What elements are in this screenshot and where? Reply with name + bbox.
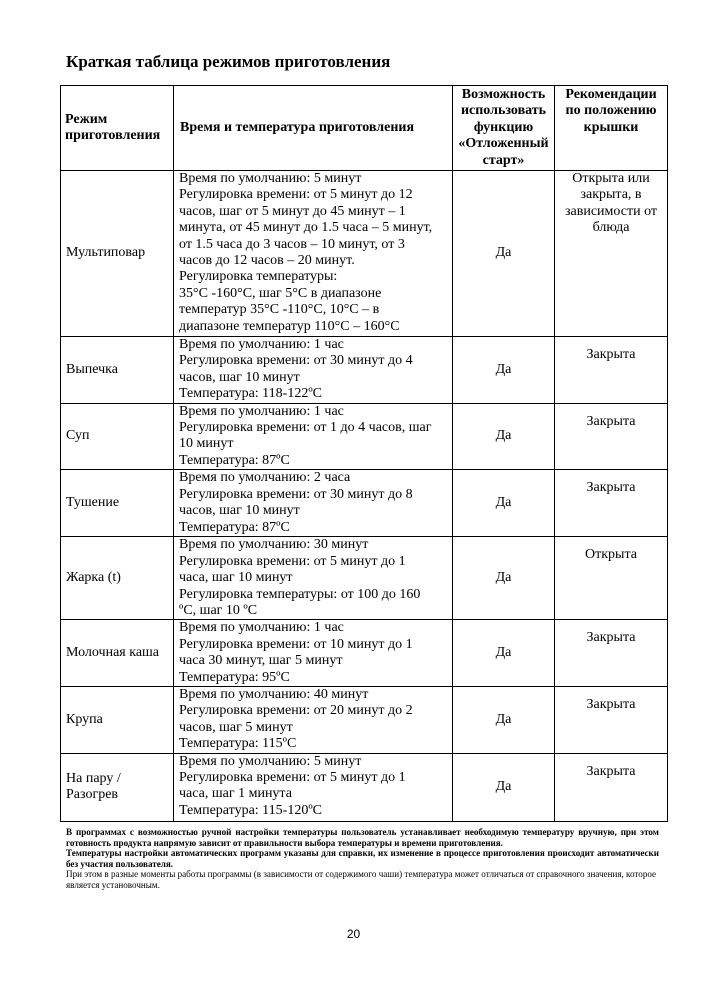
table-row [61, 171, 668, 337]
lid-position-value: Закрыта [555, 686, 668, 753]
delayed-start-value: Да [453, 337, 555, 404]
time-temp-line: Регулировка времени: от 30 минут до 4 [179, 353, 413, 369]
lid-position-value: Закрыта [555, 403, 668, 470]
table-row [61, 620, 668, 687]
time-temp-details [174, 403, 453, 470]
time-temp-line: Регулировка времени: от 20 минут до 2 [179, 703, 413, 719]
table-row [61, 470, 668, 537]
mode-name: Выпечка [61, 337, 174, 404]
cooking-modes-table [60, 85, 668, 822]
mode-name: На пару / Разогрев [61, 753, 174, 821]
note-temperature-variation: При этом в разные моменты работы программы (в зависимости от содержимого чаши) температура может отличаться от справочного значения, которое является установочным. [66, 869, 657, 890]
time-temp-line: Температура: 115ºC [179, 736, 297, 752]
time-temp-line: часов, шаг 10 минут [179, 369, 300, 385]
time-temp-line: Время по умолчанию: 1 час [179, 620, 344, 636]
time-temp-line: Температура: 87ºC [179, 519, 290, 535]
page-number: 20 [346, 927, 361, 941]
delayed-start-value: Да [453, 171, 555, 337]
footnotes [66, 827, 659, 891]
delayed-start-value: Да [453, 403, 555, 470]
time-temp-line: 35°C -160°C, шаг 5°C в диапазоне [179, 285, 382, 301]
table-row [61, 337, 668, 404]
time-temp-line: Регулировка времени: от 10 минут до 1 [179, 636, 413, 652]
time-temp-line: часа, шаг 10 минут [179, 570, 293, 586]
time-temp-line: температур 35°C -110°C, 10°C – в [179, 302, 380, 318]
time-temp-line: часов, шаг 10 минут [179, 503, 300, 519]
time-temp-line: Время по умолчанию: 1 час [179, 337, 344, 353]
time-temp-details [174, 753, 453, 821]
time-temp-details [174, 620, 453, 687]
time-temp-line: Время по умолчанию: 2 часа [179, 470, 351, 486]
header-lid-position: Рекомендации по положению крышки [555, 86, 668, 171]
time-temp-details [174, 337, 453, 404]
time-temp-line: Температура: 115-120ºC [179, 802, 323, 818]
time-temp-line: Регулировка времени: от 5 минут до 12 [179, 187, 413, 203]
lid-position-value: Закрыта [555, 337, 668, 404]
header-time-temp: Время и температура приготовления [174, 86, 453, 171]
note-auto-programs: Температуры настройки автоматических программ указаны для справки, их изменение в процессе приготовления происходит автоматически без участия пользователя. [66, 848, 659, 869]
time-temp-line: Регулировка времени: от 30 минут до 8 [179, 486, 413, 502]
time-temp-details [174, 171, 453, 337]
table-row [61, 753, 668, 821]
time-temp-line: Регулировка температуры: от 100 до 160 [179, 586, 421, 602]
time-temp-line: Регулировка времени: от 5 минут до 1 [179, 553, 406, 569]
time-temp-line: Температура: 95ºC [179, 669, 290, 685]
time-temp-line: часов, шаг 5 минут [179, 719, 293, 735]
time-temp-line: часов, шаг от 5 минут до 45 минут – 1 [179, 203, 406, 219]
time-temp-line: диапазоне температур 110°C – 160°C [179, 318, 400, 334]
time-temp-details [174, 686, 453, 753]
time-temp-details [174, 537, 453, 620]
mode-name: Суп [61, 403, 174, 470]
mode-name: Тушение [61, 470, 174, 537]
delayed-start-value: Да [453, 470, 555, 537]
time-temp-line: 10 минут [179, 436, 234, 452]
delayed-start-value: Да [453, 620, 555, 687]
lid-position-value: Закрыта [555, 620, 668, 687]
time-temp-line: часа 30 минут, шаг 5 минут [179, 653, 343, 669]
time-temp-line: Время по умолчанию: 5 минут [179, 171, 362, 187]
time-temp-line: Температура: 118-122ºC [179, 386, 323, 402]
time-temp-line: часа, шаг 1 минута [179, 786, 292, 802]
time-temp-line: Регулировка времени: от 1 до 4 часов, шаг [179, 420, 432, 436]
time-temp-line: от 1.5 часа до 3 часов – 10 минут, от 3 [179, 236, 405, 252]
page-title: Краткая таблица режимов приготовления [66, 52, 391, 71]
lid-position-value: Открыта [555, 537, 668, 620]
table-header-row [61, 86, 668, 171]
lid-position-value: Открыта или закрыта, в зависимости от блюда [555, 171, 668, 337]
header-mode: Режим приготовления [61, 86, 174, 171]
delayed-start-value: Да [453, 753, 555, 821]
time-temp-line: часов до 12 часов – 20 минут. [179, 253, 355, 269]
time-temp-line: Регулировка времени: от 5 минут до 1 [179, 769, 406, 785]
time-temp-line: Время по умолчанию: 5 минут [179, 753, 362, 769]
time-temp-line: минута, от 45 минут до 1.5 часа – 5 минут, [179, 220, 433, 236]
time-temp-line: Регулировка температуры: [179, 269, 338, 285]
lid-position-value: Закрыта [555, 753, 668, 821]
mode-name: Жарка (t) [61, 537, 174, 620]
table-row [61, 403, 668, 470]
delayed-start-value: Да [453, 686, 555, 753]
mode-name: Молочная каша [61, 620, 174, 687]
table-row [61, 686, 668, 753]
note-manual-temperature: В программах с возможностью ручной настройки температуры пользователь устанавливает необходимую температуру вручную, при этом готовность продукта напрямую зависит от правильности выбора температуры и времени приготовления. [66, 827, 659, 848]
time-temp-line: Температура: 87ºC [179, 452, 290, 468]
time-temp-line: ºC, шаг 10 ºC [179, 602, 258, 618]
time-temp-line: Время по умолчанию: 1 час [179, 403, 344, 419]
mode-name: Мультиповар [61, 171, 174, 337]
time-temp-details [174, 470, 453, 537]
time-temp-line: Время по умолчанию: 40 минут [179, 686, 369, 702]
header-delayed-start: Возможность использовать функцию «Отложенный старт» [453, 86, 555, 171]
table-row [61, 537, 668, 620]
lid-position-value: Закрыта [555, 470, 668, 537]
mode-name: Крупа [61, 686, 174, 753]
time-temp-line: Время по умолчанию: 30 минут [179, 537, 369, 553]
delayed-start-value: Да [453, 537, 555, 620]
